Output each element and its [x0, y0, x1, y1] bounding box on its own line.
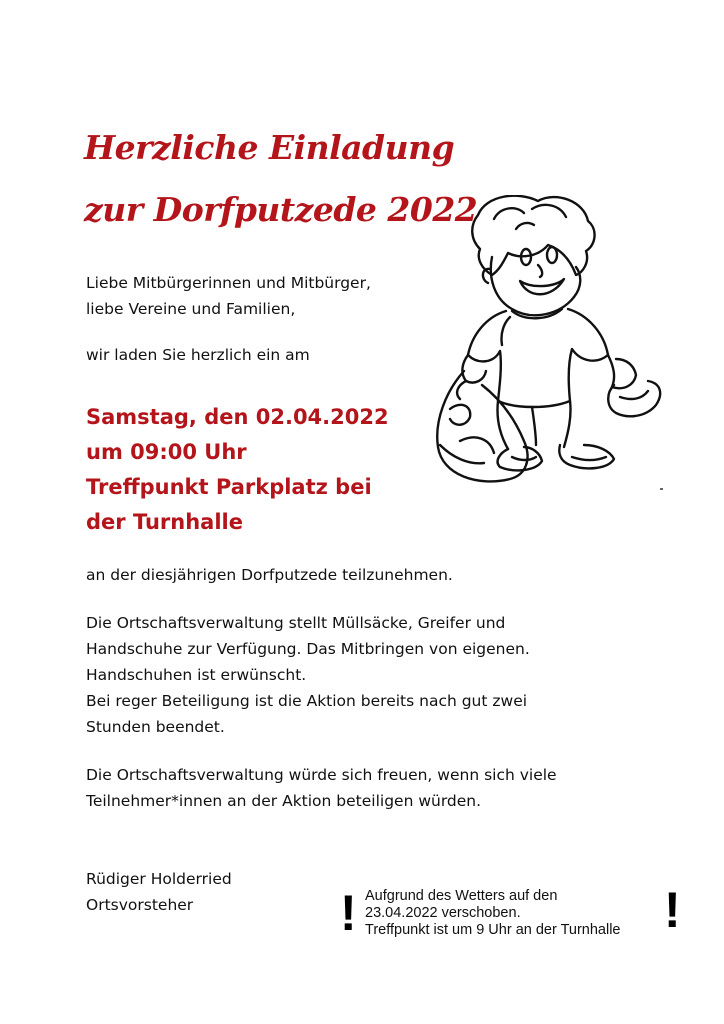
notice-line-2: 23.04.2022 verschoben.: [365, 905, 521, 921]
notice-line-1: Aufgrund des Wetters auf den: [365, 888, 558, 904]
body-supply-line-3: Handschuhen ist erwünscht.: [86, 666, 307, 684]
boy-right-eye: [547, 247, 557, 263]
participation-text: an der diesjährigen Dorfputzede teilzunehmen.: [86, 566, 453, 584]
decorative-dot: [660, 488, 663, 490]
invite-text: wir laden Sie herzlich ein am: [86, 346, 310, 364]
body-duration-line-2: Stunden beendet.: [86, 718, 225, 736]
boy-with-trash-bag-illustration: [420, 195, 675, 495]
postponement-notice: [365, 888, 621, 939]
title-line-1: Herzliche Einladung: [84, 128, 455, 167]
title-line-2: zur Dorfputzede 2022: [84, 190, 478, 229]
greeting-line-2: liebe Vereine und Familien,: [86, 300, 296, 318]
event-meeting-point-1: Treffpunkt Parkplatz bei: [86, 475, 372, 499]
boy-legs: [497, 401, 570, 449]
body-supply-line-1: Die Ortschaftsverwaltung stellt Müllsäcke, Greifer und: [86, 614, 506, 632]
signature-role: Ortsvorsteher: [86, 896, 194, 914]
body-duration-line-1: Bei reger Beteiligung ist die Aktion bereits nach gut zwei: [86, 692, 528, 710]
boy-smile: [520, 279, 564, 294]
event-meeting-point-2: der Turnhalle: [86, 510, 243, 534]
body-closing-line-1: Die Ortschaftsverwaltung würde sich freuen, wenn sich viele: [86, 766, 557, 784]
exclamation-mark-right: !: [664, 882, 681, 938]
event-date: Samstag, den 02.04.2022: [86, 405, 389, 429]
notice-line-3: Treffpunkt ist um 9 Uhr an der Turnhalle: [365, 922, 621, 938]
body-supply-line-2: Handschuhe zur Verfügung. Das Mitbringen von eigenen.: [86, 640, 530, 658]
exclamation-mark-left: !: [340, 885, 357, 941]
body-closing-line-2: Teilnehmer*innen an der Aktion beteiligen würden.: [86, 792, 482, 810]
signature-name: Rüdiger Holderried: [86, 870, 232, 888]
greeting-line-1: Liebe Mitbürgerinnen und Mitbürger,: [86, 274, 371, 292]
boy-nose: [538, 265, 542, 277]
event-time: um 09:00 Uhr: [86, 440, 247, 464]
trash-bag: [437, 371, 527, 481]
